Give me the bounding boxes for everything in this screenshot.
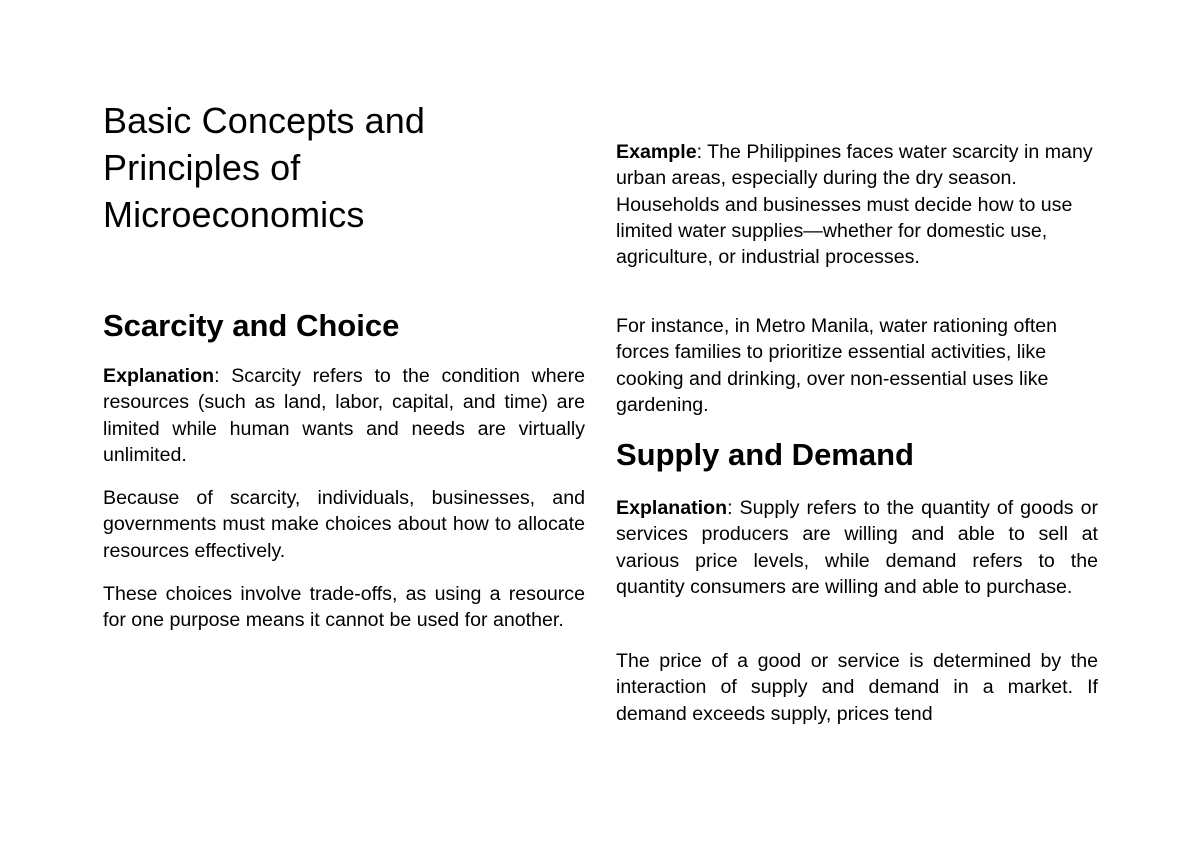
scarcity-example [616, 139, 1098, 270]
supply-demand-explanation [616, 495, 1098, 600]
explanation-text: : Scarcity refers to the condition where resources (such as land, labor, capital, and time) are limited while human wants and needs are virtually unlimited. [103, 365, 585, 466]
scarcity-paragraph-3: These choices involve trade-offs, as using a resource for one purpose means it cannot be used for another. [103, 583, 585, 632]
supply-demand-paragraph-2: The price of a good or service is determined by the interaction of supply and demand in a market. If demand exceeds supply, prices tend [616, 650, 1098, 725]
explanation-label: Explanation [103, 365, 215, 387]
explanation-text: : Supply refers to the quantity of goods or services producers are willing and able to sell at various price levels, while demand refers to the quantity consumers are willing and able to purchase. [616, 497, 1098, 598]
example-label: Example [616, 141, 697, 163]
scarcity-paragraph-5: For instance, in Metro Manila, water rationing often forces families to prioritize essential activities, like cooking and drinking, over non-essential uses like gardening. [616, 315, 1058, 416]
document-title: Basic Concepts and Principles of Microeconomics [103, 100, 425, 235]
scarcity-explanation [103, 363, 585, 468]
section-heading-supply-demand: Supply and Demand [616, 437, 914, 472]
example-text: : The Philippines faces water scarcity in many urban areas, especially during the dry season. Households and businesses must decide how to use limited water supplies—whether for domestic use, agriculture, or industrial processes. [616, 141, 1093, 269]
section-heading-scarcity: Scarcity and Choice [103, 308, 400, 343]
scarcity-paragraph-2: Because of scarcity, individuals, businesses, and governments must make choices about how to allocate resources effectively. [103, 487, 585, 562]
explanation-label: Explanation [616, 497, 728, 519]
